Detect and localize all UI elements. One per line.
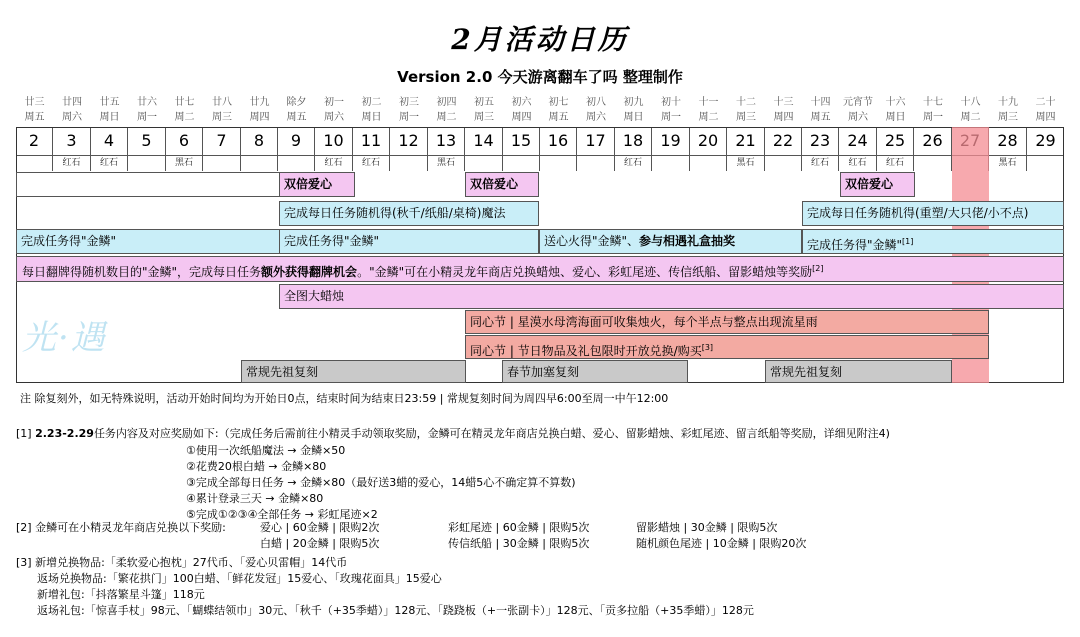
day-number: 24 [839, 127, 877, 155]
stone-label: 黑石 [989, 155, 1027, 171]
day-number: 3 [53, 127, 91, 155]
weekday: 周日 [361, 112, 382, 123]
note-2-item: 传信纸船 | 30金鳞 | 限购5次 [448, 537, 590, 550]
lunar-date: 初八 [586, 97, 606, 108]
stone-label: 红石 [353, 155, 390, 171]
stone-label: 红石 [802, 155, 839, 171]
day-number: 18 [615, 127, 652, 155]
stone-label: 红石 [315, 155, 353, 171]
note-2-item: 彩虹尾迹 | 60金鳞 | 限购5次 [448, 521, 590, 534]
day-number: 19 [652, 127, 690, 155]
lunar-date: 廿三 [24, 97, 45, 108]
note-1-item: ①使用一次纸船魔法 → 金鳞×50 [186, 444, 346, 457]
footnote-ref: [1] [902, 237, 914, 246]
flip-text-1: 每日翻牌得随机数目的"金鳞"，完成每日任务 [22, 265, 262, 279]
note-3-line: [3] 新增兑换物品:「柔软爱心抱枕」27代币、「爱心贝雷帽」14代币 [16, 556, 348, 569]
empty-row-segment [16, 172, 280, 197]
lunar-date: 初十 [661, 97, 681, 108]
lunar-date: 初五 [474, 97, 494, 108]
day-number: 21 [727, 127, 765, 155]
note-1-item: ③完成全部每日任务 → 金鳞×80（最好送3蜡的爱心，14蜡5心不确定算不算数) [186, 476, 576, 489]
spring-rerun-bar: 春节加塞复刻 [502, 360, 688, 383]
note-2-item: 爱心 | 60金鳞 | 限购2次 [260, 521, 380, 534]
lunar-date: 初六 [511, 97, 532, 108]
weekday: 周日 [623, 112, 644, 123]
fire-scale-text: 送心火得"金鳞"、 [544, 234, 640, 248]
day-number: 16 [540, 127, 577, 155]
weekday: 周日 [885, 112, 906, 123]
day-number: 5 [128, 127, 166, 155]
weekday: 周一 [137, 112, 157, 123]
weekday: 周六 [62, 112, 82, 123]
lunar-date: 初二 [361, 97, 382, 108]
day-number: 12 [390, 127, 428, 155]
lunar-date: 除夕 [286, 97, 307, 108]
lunar-date: 十七 [923, 97, 943, 108]
weekday: 周二 [960, 112, 981, 123]
weekday: 周六 [324, 112, 344, 123]
weekday: 周二 [436, 112, 457, 123]
weekday: 周三 [212, 112, 232, 123]
note-1-text: 任务内容及对应奖励如下:（完成任务后需前往小精灵手动领取奖励，金鳞可在精灵龙年商店兑换白蜡、爱心、留影蜡烛、彩虹尾迹、留言纸船等奖励，详细见附注4) [93, 427, 890, 440]
weekday: 周二 [698, 112, 719, 123]
day-number: 26 [914, 127, 952, 155]
lunar-date: 元宵节 [843, 97, 873, 108]
note-1-prefix: [1] [16, 427, 36, 440]
page-title: 2月活动日历 [451, 23, 629, 56]
day-number: 8 [241, 127, 278, 155]
lunar-date: 廿四 [62, 97, 82, 108]
stone-label: 红石 [615, 155, 652, 171]
fire-scale-bar [539, 229, 802, 254]
lunar-date: 十三 [773, 97, 794, 108]
day-number: 2 [16, 127, 53, 155]
weekday: 周五 [24, 112, 45, 123]
weekday: 周一 [399, 112, 419, 123]
daily-magic-bar-1: 完成每日任务随机得(秋千/纸船/桌椅)魔法 [279, 201, 539, 226]
footnote-ref: [3] [701, 343, 714, 352]
note-1-item: ⑤完成①②③④全部任务 → 彩虹尾迹×2 [186, 508, 378, 521]
day-number: 14 [465, 127, 503, 155]
weekday: 周四 [773, 112, 794, 123]
lunar-date: 廿六 [137, 97, 157, 108]
double-love-bar-3: 双倍爱心 [840, 172, 915, 197]
note-3-line: 新增礼包:「抖落繁星斗篷」118元 [37, 588, 205, 601]
task-scale-bar-1: 完成任务得"金鳞" [16, 229, 280, 254]
stone-label: 黑石 [166, 155, 203, 171]
weekday: 周三 [736, 112, 756, 123]
lunar-date: 十八 [960, 97, 981, 108]
day-number: 29 [1035, 131, 1056, 150]
weekday: 周一 [923, 112, 943, 123]
rerun-bar-2: 常规先祖复刻 [765, 360, 952, 383]
day-number: 22 [765, 127, 802, 155]
lunar-date: 十一 [698, 97, 719, 108]
lunar-date: 廿八 [212, 97, 232, 108]
weekday: 周二 [174, 112, 195, 123]
weekday: 周五 [548, 112, 569, 123]
stone-label: 红石 [839, 155, 877, 171]
flip-bar [16, 256, 1064, 282]
fire-scale-bold: 参与相遇礼盒抽奖 [639, 234, 736, 248]
day-number: 7 [203, 127, 241, 155]
lunar-date: 十二 [736, 97, 756, 108]
flip-text-bold: 额外获得翻牌机会 [261, 265, 358, 279]
rerun-bar-1: 常规先祖复刻 [241, 360, 466, 383]
note-1-header [16, 426, 890, 442]
note-2-item: 随机颜色尾迹 | 10金鳞 | 限购20次 [636, 537, 807, 550]
page-subtitle: Version 2.0 今天游离翻车了吗 整理制作 [397, 68, 683, 86]
weekday: 周六 [848, 112, 868, 123]
weekday: 周四 [511, 112, 532, 123]
stone-label: 红石 [91, 155, 128, 171]
lunar-date: 初三 [399, 97, 419, 108]
note-2-item: 白蜡 | 20金鳞 | 限购5次 [260, 537, 380, 550]
day-number: 4 [91, 127, 128, 155]
day-number: 9 [278, 127, 315, 155]
lunar-date: 初一 [324, 97, 344, 108]
note-1-item: ④累计登录三天 → 金鳞×80 [186, 492, 324, 505]
day-number: 11 [353, 127, 390, 155]
note-1-date: 2.23-2.29 [35, 427, 94, 440]
stone-label: 红石 [53, 155, 91, 171]
day-number: 20 [690, 127, 727, 155]
day-number: 15 [503, 127, 540, 155]
lunar-date: 廿七 [174, 97, 195, 108]
double-love-bar-1: 双倍爱心 [279, 172, 355, 197]
double-love-bar-2: 双倍爱心 [465, 172, 539, 197]
day-number: 28 [989, 127, 1027, 155]
weekday: 周五 [810, 112, 831, 123]
weekday: 周一 [661, 112, 681, 123]
daily-magic-bar-2: 完成每日任务随机得(重塑/大只佬/小不点) [802, 201, 1064, 226]
task-scale-bar-3 [802, 229, 1064, 254]
note-3-line: 返场礼包:「惊喜手杖」98元、「蝴蝶结领巾」30元、「秋千（+35季蜡）」128元、「跷跷板（+一张副卡）」128元、「贡多拉船（+35季蜡）」128元 [37, 604, 754, 617]
weekday: 周三 [474, 112, 494, 123]
note-1-item: ②花费20根白蜡 → 金鳞×80 [186, 460, 327, 473]
day-number: 25 [877, 127, 914, 155]
main-note: 注 除复刻外，如无特殊说明，活动开始时间均为开始日0点，结束时间为结束日23:59 | 常规复刻时间为周四早6:00至周一中午12:00 [20, 392, 669, 405]
note-2-prefix: [2] 金鳞可在小精灵龙年商店兑换以下奖励: [16, 521, 226, 534]
lunar-date: 二十 [1035, 97, 1056, 108]
weekday: 周日 [99, 112, 120, 123]
stone-label: 黑石 [727, 155, 765, 171]
day-number: 6 [166, 127, 203, 155]
weekday: 周五 [286, 112, 307, 123]
day-number: 13 [428, 127, 465, 155]
tongxin-bar-1: 同心节 | 星漠水母湾海面可收集烛火，每个半点与整点出现流星雨 [465, 310, 989, 334]
lunar-date: 初七 [548, 97, 569, 108]
weekday: 周三 [998, 112, 1018, 123]
day-number: 10 [315, 127, 353, 155]
day-number: 23 [802, 127, 839, 155]
weekday: 周四 [249, 112, 270, 123]
weekday: 周四 [1035, 112, 1056, 123]
lunar-date: 十六 [885, 97, 906, 108]
tongxin-bar-2 [465, 335, 989, 359]
footnote-ref: [2] [812, 264, 824, 273]
day-number: 17 [577, 127, 615, 155]
weekday: 周六 [586, 112, 606, 123]
note-1-list [186, 443, 576, 523]
lunar-date: 初九 [623, 97, 644, 108]
task-scale-text: 完成任务得"金鳞" [807, 238, 903, 252]
stone-label: 红石 [877, 155, 914, 171]
lunar-date: 十四 [810, 97, 831, 108]
sky-logo: 光·遇 [22, 318, 107, 358]
lunar-date: 初四 [436, 97, 457, 108]
tongxin-text-2: 同心节 | 节日物品及礼包限时开放兑换/购买 [470, 344, 702, 358]
big-candle-bar: 全图大蜡烛 [279, 284, 1064, 309]
note-2-item: 留影蜡烛 | 30金鳞 | 限购5次 [636, 521, 778, 534]
lunar-date: 十九 [998, 97, 1018, 108]
task-scale-bar-2: 完成任务得"金鳞" [279, 229, 539, 254]
note-3-line: 返场兑换物品:「繁花拱门」100白蜡、「鲜花发冠」15爱心、「玫瑰花面具」15爱心 [37, 572, 442, 585]
stone-label: 黑石 [428, 155, 465, 171]
lunar-date: 廿五 [99, 97, 120, 108]
flip-text-2: 。"金鳞"可在小精灵龙年商店兑换蜡烛、爱心、彩虹尾迹、传信纸船、留影蜡烛等奖励 [357, 265, 813, 279]
lunar-date: 廿九 [249, 97, 270, 108]
